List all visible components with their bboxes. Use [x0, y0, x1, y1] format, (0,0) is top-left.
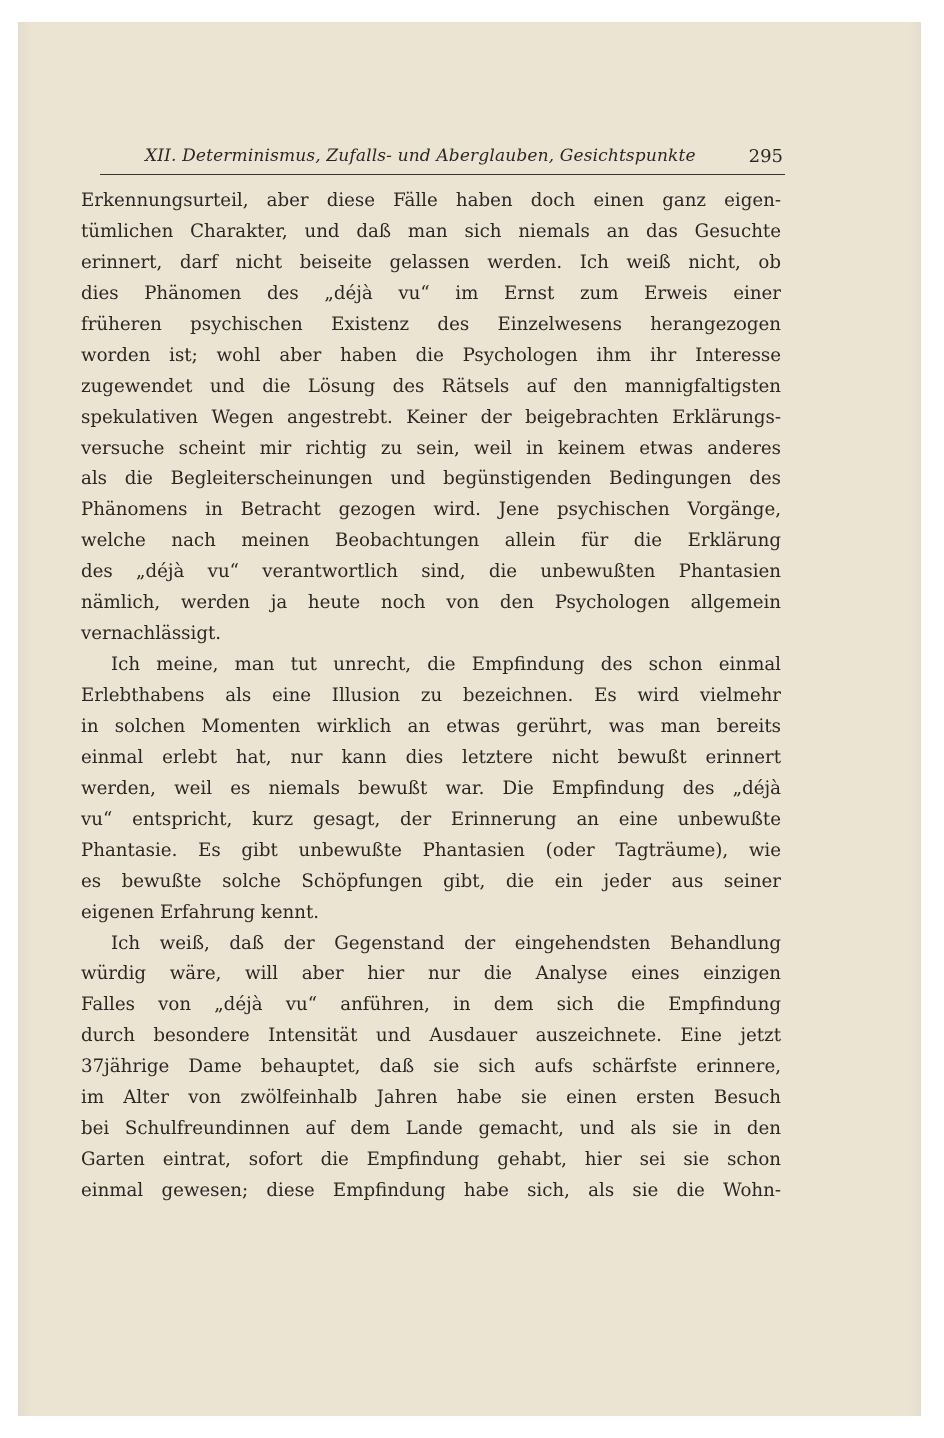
text-line: im Alter von zwölfeinhalb Jahren habe sie einen ersten Besuch: [81, 1087, 781, 1109]
text-line: als die Begleiterscheinungen und begünstigenden Bedingungen des: [81, 468, 781, 490]
text-line: Falles von „déjà vu“ anführen, in dem sich die Empfindung: [81, 994, 781, 1016]
text-line: worden ist; wohl aber haben die Psychologen ihm ihr Interesse: [81, 344, 781, 366]
text-line: erinnert, darf nicht beiseite gelassen werden. Ich weiß nicht, ob: [81, 251, 781, 273]
text-line: vernachlässigt.: [81, 623, 222, 645]
text-line: eigenen Erfahrung kennt.: [81, 901, 320, 923]
paragraph-2: [81, 650, 781, 928]
text-line: Erkennungsurteil, aber diese Fälle haben doch einen ganz eigen-: [81, 190, 781, 211]
text-line: Phantasie. Es gibt unbewußte Phantasien (oder Tagträume), wie: [81, 839, 781, 861]
text-line: Ich weiß, daß der Gegenstand der eingehendsten Behandlung: [111, 932, 781, 954]
text-line: spekulativen Wegen angestrebt. Keiner der beigebrachten Erklärungs-: [81, 406, 781, 428]
body-text: [81, 186, 781, 1207]
text-line: früheren psychischen Existenz des Einzelwesens herangezogen: [81, 313, 781, 335]
paragraph-3: [81, 929, 781, 1207]
text-line: versuche scheint mir richtig zu sein, weil in keinem etwas anderes: [81, 437, 781, 459]
page-header: [85, 146, 785, 174]
text-line: bei Schulfreundinnen auf dem Lande gemacht, und als sie in den: [81, 1118, 781, 1140]
text-line: würdig wäre, will aber hier nur die Analyse eines einzigen: [81, 963, 781, 985]
text-line: einmal erlebt hat, nur kann dies letztere nicht bewußt erinnert: [81, 746, 781, 768]
text-line: nämlich, werden ja heute noch von den Psychologen allgemein: [81, 592, 781, 614]
text-line: werden, weil es niemals bewußt war. Die Empfindung des „déjà: [81, 777, 781, 799]
text-line: tümlichen Charakter, und daß man sich niemals an das Gesuchte: [81, 220, 781, 242]
text-line: zugewendet und die Lösung des Rätsels auf den mannigfaltigsten: [81, 375, 781, 397]
paragraph-1: [81, 186, 781, 650]
text-line: welche nach meinen Beobachtungen allein für die Erklärung: [81, 530, 781, 552]
text-line: in solchen Momenten wirklich an etwas gerührt, was man bereits: [81, 715, 781, 737]
text-line: Ich meine, man tut unrecht, die Empfindung des schon einmal: [111, 654, 781, 676]
text-line: Garten eintrat, sofort die Empfindung gehabt, hier sei sie schon: [81, 1149, 781, 1171]
text-line: einmal gewesen; diese Empfindung habe sich, als sie die Wohn-: [81, 1180, 781, 1201]
running-head: XII. Determinismus, Zufalls- und Aberglauben, Gesichtspunkte: [145, 146, 696, 166]
header-rule: [100, 174, 785, 175]
text-line: 37jährige Dame behauptet, daß sie sich aufs schärfste erinnere,: [81, 1056, 781, 1078]
text-line: des „déjà vu“ verantwortlich sind, die unbewußten Phantasien: [81, 561, 781, 583]
text-line: Erlebthabens als eine Illusion zu bezeichnen. Es wird vielmehr: [81, 685, 781, 706]
text-line: durch besondere Intensität und Ausdauer auszeichnete. Eine jetzt: [81, 1025, 781, 1047]
text-line: dies Phänomen des „déjà vu“ im Ernst zum Erweis einer: [81, 282, 781, 304]
text-line: es bewußte solche Schöpfungen gibt, die ein jeder aus seiner: [81, 870, 781, 892]
text-line: Phänomens in Betracht gezogen wird. Jene psychischen Vorgänge,: [81, 499, 781, 521]
page-number: 295: [748, 146, 783, 167]
text-line: vu“ entspricht, kurz gesagt, der Erinnerung an eine unbewußte: [81, 808, 781, 830]
